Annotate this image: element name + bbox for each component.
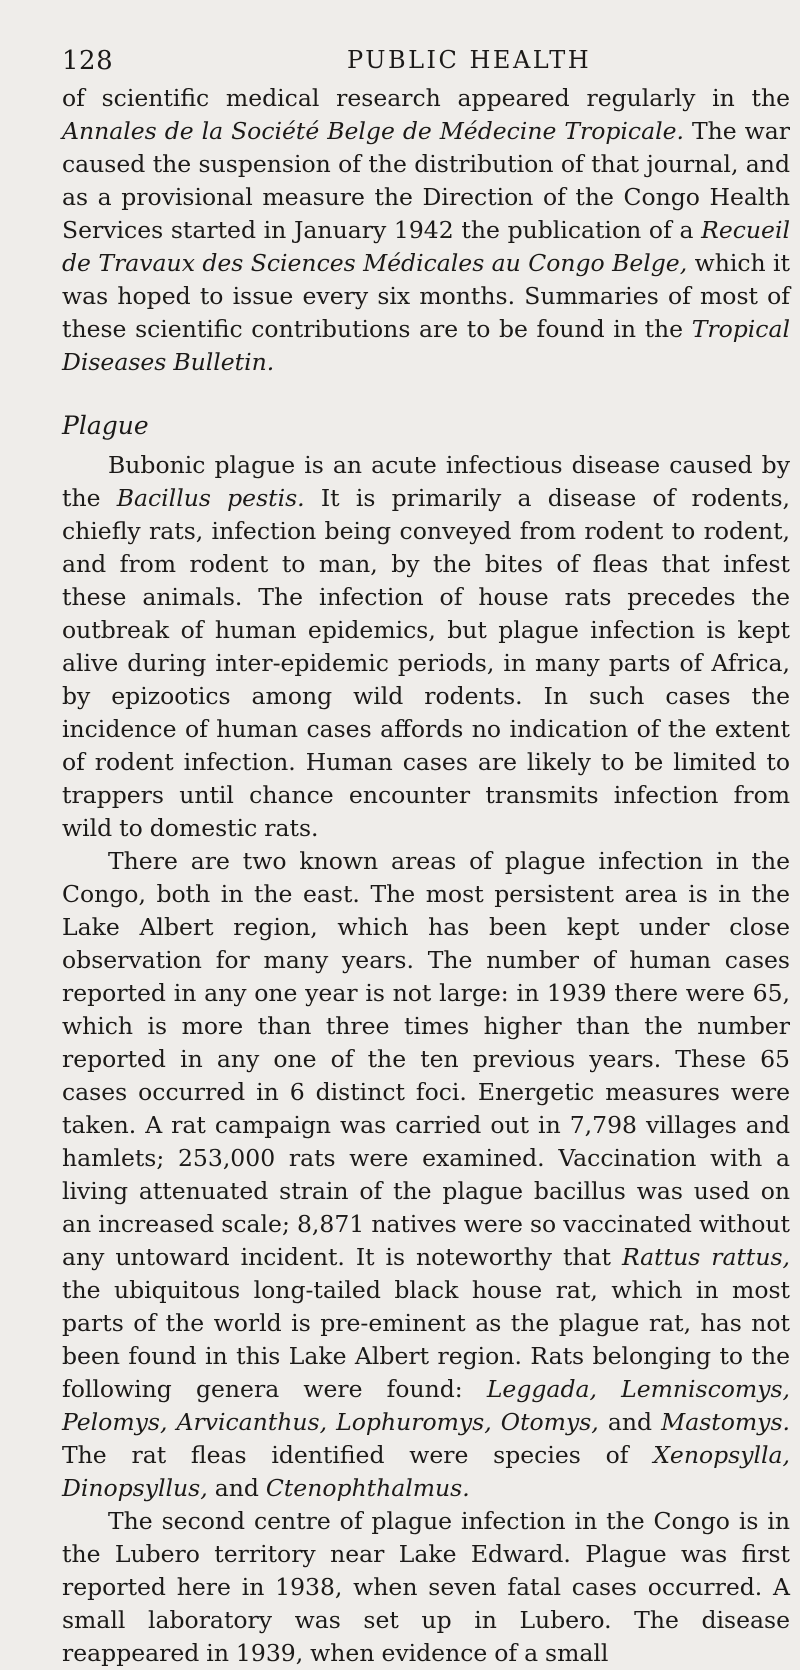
page-number: 128: [62, 46, 114, 76]
text-run: of scientific medical research appeared regularly in the: [62, 84, 790, 112]
text-run: The rat fleas identified were species of: [62, 1441, 654, 1469]
intro-paragraph: [62, 82, 790, 379]
paragraph-3: [62, 1505, 790, 1670]
text-run: the ubiquitous long-tailed black house rat, which in most parts of the world is pre-eminent as the plague rat, has not been found in this Lake Albert region. Rats belonging to the following genera were found:: [62, 1276, 790, 1403]
text-run: which it was hoped to issue every six months. Summaries of most of these scientific contributions are to be found in the: [62, 249, 791, 343]
italic-run: Mastomys.: [661, 1408, 790, 1436]
italic-run: Tropical Diseases Bulletin.: [62, 315, 790, 376]
text-run: It is primarily a disease of rodents, chiefly rats, infection being conveyed from rodent to rodent, and from rodent to man, by the bites of fleas that infest these animals. The infection of house rats precedes the outbreak of human epidemics, but plague infection is kept alive during inter-epidemic periods, in many parts of Africa, by epizootics among wild rodents. In such cases the incidence of human cases affords no indication of the extent of rodent infection. Human cases are likely to be limited to trappers until chance encounter transmits infection from wild to domestic rats.: [62, 484, 790, 842]
running-title: PUBLIC HEALTH: [347, 46, 592, 74]
italic-run: Rattus rattus,: [621, 1243, 791, 1271]
italic-run: Bacillus pestis.: [116, 484, 305, 512]
text-run: Bubonic plague is an acute infectious disease caused by the: [62, 451, 790, 512]
text-run: The second centre of plague infection in the Congo is in the Lubero territory near Lake Edward. Plague was first reported here in 1938, when seven fatal cases occurred. A small laboratory was set up in Lubero. The disease reappeared in 1939, when evidence of a small: [62, 1507, 790, 1667]
paragraph-1: [62, 449, 790, 845]
section-heading: Plague: [62, 411, 149, 440]
text-run: and: [598, 1408, 662, 1436]
italic-run: Leggada, Lemniscomys, Pelomys, Arvicanthus, Lophuromys, Otomys,: [62, 1375, 790, 1436]
italic-run: Recueil de Travaux des Sciences Médicales au Congo Belge,: [62, 216, 790, 277]
paragraph-2: [62, 845, 790, 1505]
italic-run: Ctenophthalmus.: [265, 1474, 470, 1502]
text-run: The war caused the suspension of the distribution of that journal, and as a provisional measure the Direction of the Congo Health Services started in January 1942 the publication of a: [62, 117, 790, 244]
body-text: [62, 82, 790, 1670]
running-head: [62, 46, 790, 82]
italic-run: Annales de la Société Belge de Médecine Tropicale.: [62, 117, 684, 145]
text-run: There are two known areas of plague infection in the Congo, both in the east. The most persistent area is in the Lake Albert region, which has been kept under close observation for many years. The number of human cases reported in any one year is not large: in 1939 there were 65, which is more than three times higher than the number reported in any one of the ten previous years. These 65 cases occurred in 6 distinct foci. Energetic measures were taken. A rat campaign was carried out in 7,798 villages and hamlets; 253,000 rats were examined. Vaccination with a living attenuated strain of the plague bacillus was used on an increased scale; 8,871 natives were so vaccinated without any untoward incident. It is noteworthy that: [62, 847, 790, 1271]
italic-run: Xenopsylla, Dinopsyllus,: [62, 1441, 790, 1502]
text-run: and: [207, 1474, 266, 1502]
